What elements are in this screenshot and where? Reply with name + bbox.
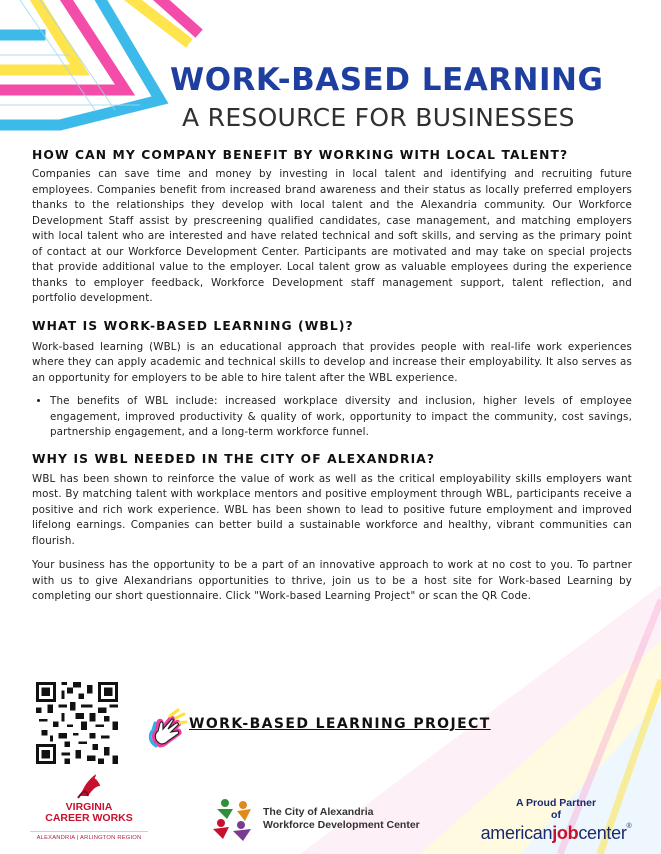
vcw-line2: CAREER WORKS — [45, 812, 133, 824]
cardinal-icon — [74, 770, 104, 800]
ajc-brand-job: job — [552, 823, 579, 843]
ajc-brand-center: center — [578, 823, 627, 843]
benefits-list — [32, 394, 632, 441]
list-item: • The benefits of WBL include: increased workplace diversity and inclusion, higher levels of employee engagement, improved productivity & quality of work, opportunity to impact the community, cost savings, partnership engagement, and a long-term workforce funnel. — [50, 394, 632, 441]
virginia-career-works-logo — [30, 770, 148, 841]
section-body-cta: Your business has the opportunity to be a part of an innovative approach to work at no cost to you. To partner with us to give Alexandrians opportunities to thrive, join us to be a host site for Work-based Learning by completing our short questionnaire. Click "Work-based Learning Project" or scan the QR Code. — [32, 559, 632, 602]
alexandria-line2: Workforce Development Center — [263, 819, 420, 831]
page-subtitle: A RESOURCE FOR BUSINESSES — [182, 103, 575, 132]
qr-code-icon[interactable] — [36, 682, 118, 764]
ajc-of-line: of — [551, 809, 561, 821]
american-job-center-logo — [466, 797, 646, 844]
alexandria-line1: The City of Alexandria — [263, 806, 374, 818]
ajc-tm: ® — [626, 823, 632, 830]
section-body: Work-based learning (WBL) is an educational approach that provides people with real-life work experiences where they can apply academic and technical skills to develop and increase their employability. It also serves as an opportunity for employers to be able to hire talent after the WBL experience. — [32, 340, 632, 384]
page-title: WORK-BASED LEARNING — [170, 62, 604, 98]
vcw-region: ALEXANDRIA | ARLINGTON REGION — [30, 831, 148, 841]
section-why-wbl — [32, 452, 632, 605]
main-content — [32, 148, 632, 605]
people-icon — [211, 797, 259, 841]
section-heading: WHY IS WBL NEEDED IN THE CITY OF ALEXANDRIA? — [32, 451, 436, 466]
section-heading: WHAT IS WORK-BASED LEARNING (WBL)? — [32, 318, 354, 333]
section-what-is-wbl — [32, 319, 632, 441]
alexandria-center-name — [263, 806, 420, 832]
section-heading: HOW CAN MY COMPANY BENEFIT BY WORKING WITH LOCAL TALENT? — [32, 148, 569, 162]
section-benefits — [32, 148, 632, 307]
ajc-brand — [466, 823, 646, 844]
ajc-partner-line: A Proud Partner — [515, 797, 597, 809]
work-based-learning-project-link[interactable]: WORK-BASED LEARNING PROJECT — [189, 716, 491, 732]
pointing-hand-icon — [148, 708, 188, 750]
section-body: WBL has been shown to reinforce the value of work as well as the critical employability skills employers want most. By matching talent with workplace mentors and positive employment through WBL, participants receive a positive and rich work experience. WBL has been shown to lead to positive future employment and improved lifelong earnings. Companies can better build a sustainable workforce and healthy, vibrant communities can flourish. — [32, 472, 632, 547]
ajc-brand-american: american — [480, 823, 553, 843]
section-body: Companies can save time and money by investing in local talent and identifying and recruiting future employees. Companies benefit from increased brand awareness and their status as locally preferred employers thanks to the relationships they develop with local talent and the Alexandria community. Our Workforce Development Staff assist by prescreening qualified candidates, case management, and matching employers with local talent who are interested and have related technical and soft skills, and serving as the primary point of contact at our Workforce Development Center. Participants are motivated and may take on special projects that provide additional value to the employer. Local talent grow as valuable employees during the experience thanks to employer feedback, Workforce Development staff management support, talent reflection, and portfolio development. — [32, 168, 632, 304]
vcw-line1: VIRGINIA — [65, 801, 113, 813]
